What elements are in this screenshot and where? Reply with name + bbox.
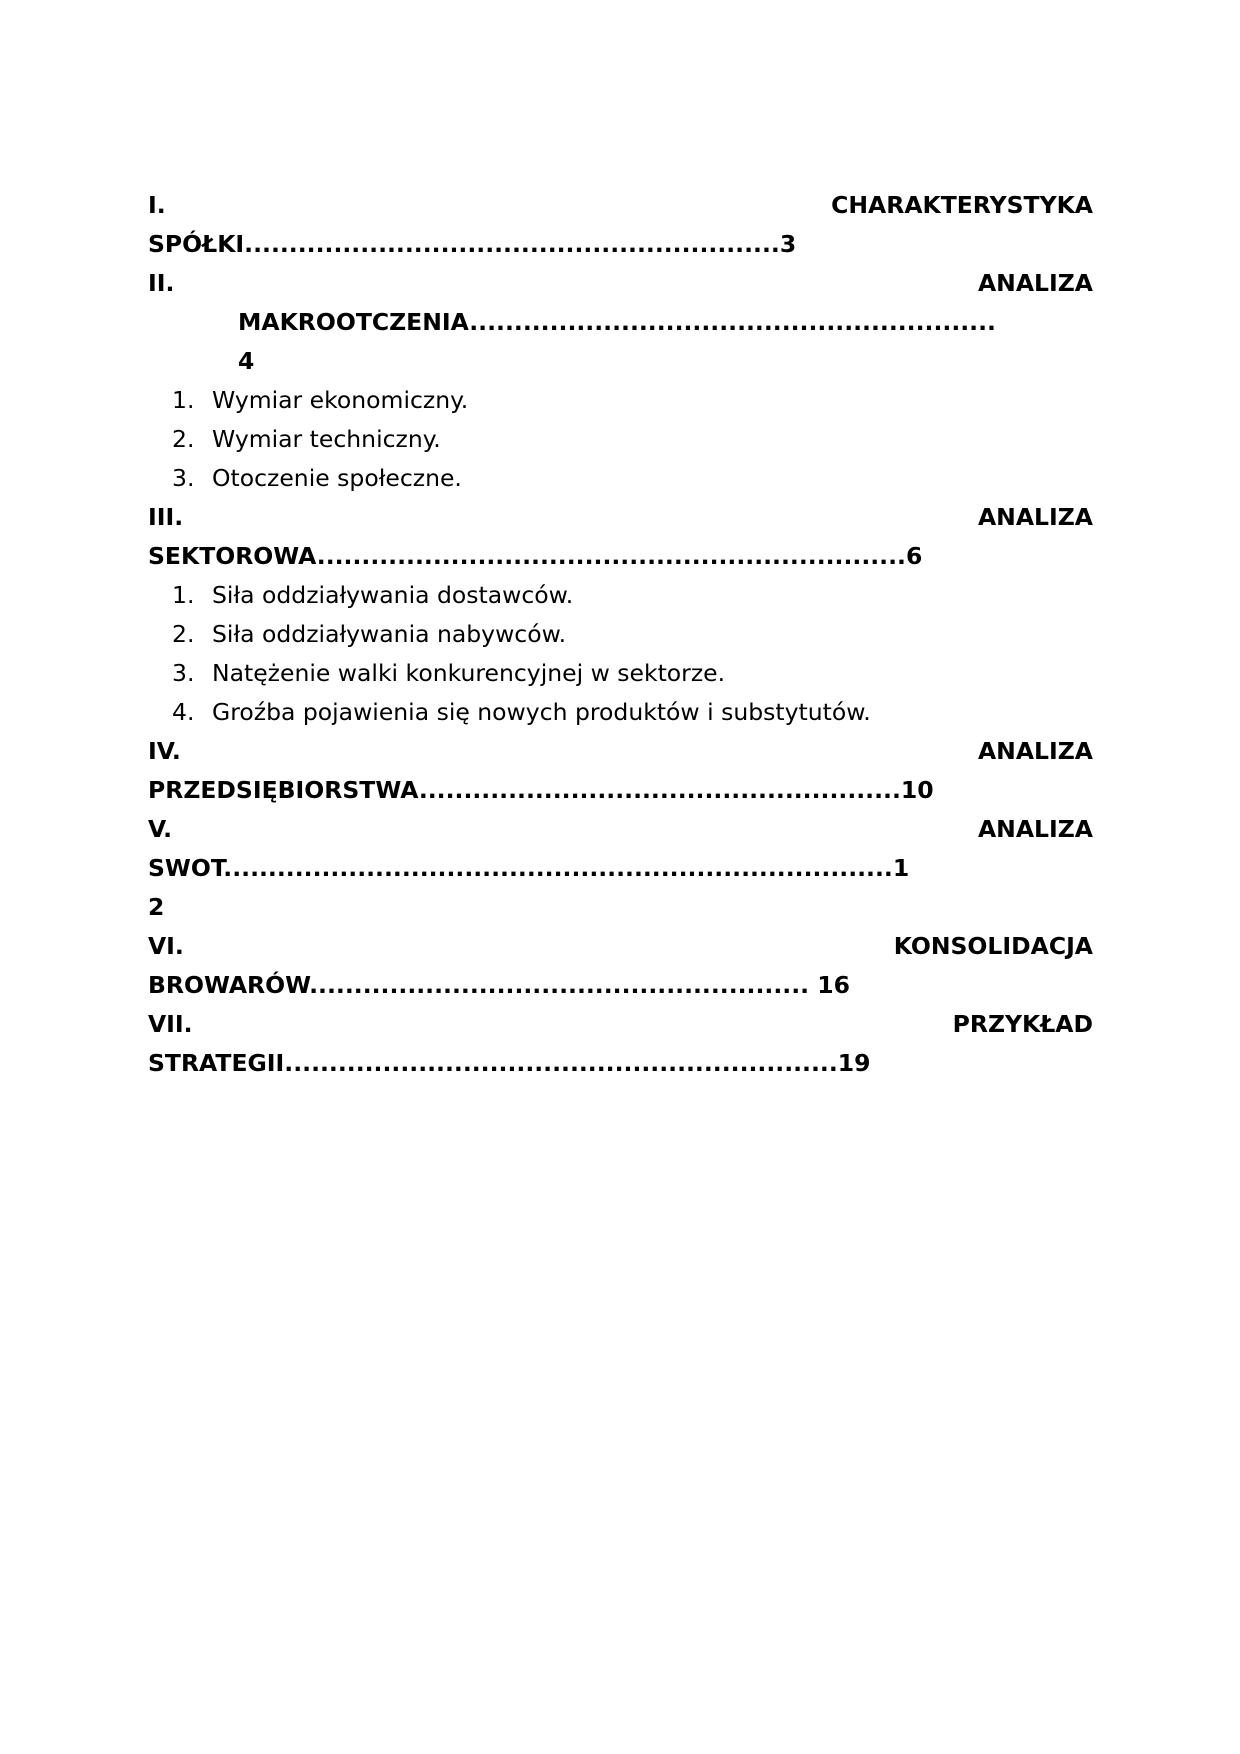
- toc-page-3: 6: [905, 542, 923, 570]
- toc-title-6: KONSOLIDACJA: [893, 932, 1093, 960]
- toc-title-1-cont: SPÓŁKI: [148, 230, 245, 258]
- toc-page-2-line: [238, 339, 1093, 383]
- toc-title-3: ANALIZA: [978, 503, 1093, 531]
- toc-numeral-1: I.: [148, 191, 166, 219]
- toc-page-4: 10: [900, 776, 934, 804]
- subitem-text: Natężenie walki konkurencyjnej w sektorze.: [212, 659, 726, 687]
- toc-entry-7: [148, 1041, 1093, 1085]
- toc-subitem: [172, 456, 1093, 500]
- toc-title-3-cont: SEKTOROWA: [148, 542, 317, 570]
- toc-numeral-4: IV.: [148, 737, 181, 765]
- toc-heading-6: [148, 924, 1093, 968]
- subitem-number: 1.: [172, 581, 195, 609]
- toc-heading-5: [148, 807, 1093, 851]
- toc-heading-7: [148, 1002, 1093, 1046]
- toc-numeral-6: VI.: [148, 932, 184, 960]
- toc-entry-3: [148, 534, 1093, 578]
- toc-subitem: [172, 417, 1093, 461]
- toc-page-1: 3: [779, 230, 797, 258]
- toc-heading-3: [148, 495, 1093, 539]
- toc-subitem: [172, 378, 1093, 422]
- toc-title-5-cont: SWOT: [148, 854, 224, 882]
- toc-page-5-line: [148, 885, 1093, 929]
- toc-subitem: [172, 651, 1093, 695]
- toc-heading-1: [148, 183, 1093, 227]
- toc-leader-6: ........................................................: [309, 971, 818, 999]
- toc-leader-1: ............................................................: [244, 230, 780, 258]
- subitem-number: 3.: [172, 659, 195, 687]
- subitem-number: 3.: [172, 464, 195, 492]
- toc-title-5: ANALIZA: [978, 815, 1093, 843]
- toc-entry-2: [238, 300, 1093, 344]
- toc-entry-1: [148, 222, 1093, 266]
- toc-page-2: 4: [238, 347, 255, 375]
- toc-page-5-part2: 2: [148, 893, 165, 921]
- toc-heading-2: [148, 261, 1093, 305]
- subitem-number: 2.: [172, 620, 195, 648]
- toc-entry-6: [148, 963, 1093, 1007]
- subitem-text: Wymiar techniczny.: [212, 425, 441, 453]
- toc-title-4: ANALIZA: [978, 737, 1093, 765]
- subitem-text: Groźba pojawienia się nowych produktów i substytutów.: [212, 698, 871, 726]
- toc-subitem: [172, 690, 1093, 734]
- toc-leader-4: ......................................................: [418, 776, 901, 804]
- toc-numeral-7: VII.: [148, 1010, 193, 1038]
- toc-subitem: [172, 612, 1093, 656]
- toc-title-2: ANALIZA: [978, 269, 1093, 297]
- toc-page-6: 16: [817, 971, 850, 999]
- toc-numeral-3: III.: [148, 503, 184, 531]
- toc-entry-4: [148, 768, 1093, 812]
- toc-leader-5: ...........................................................................: [223, 854, 893, 882]
- subitem-number: 4.: [172, 698, 195, 726]
- toc-leader-2: ...........................................................: [469, 308, 996, 336]
- toc-numeral-5: V.: [148, 815, 173, 843]
- toc-page-7: 19: [837, 1049, 871, 1077]
- subitem-number: 1.: [172, 386, 195, 414]
- toc-subitem: [172, 573, 1093, 617]
- toc-title-2-cont: MAKROOTCZENIA: [238, 308, 470, 336]
- toc-leader-7: ..............................................................: [284, 1049, 838, 1077]
- toc-heading-4: [148, 729, 1093, 773]
- subitem-text: Siła oddziaływania nabywców.: [212, 620, 567, 648]
- toc-title-4-cont: PRZEDSIĘBIORSTWA: [148, 776, 419, 804]
- toc-title-6-cont: BROWARÓW: [148, 971, 310, 999]
- subitem-text: Otoczenie społeczne.: [212, 464, 462, 492]
- toc-leader-3: ..................................................................: [316, 542, 906, 570]
- toc-numeral-2: II.: [148, 269, 175, 297]
- subitem-number: 2.: [172, 425, 195, 453]
- toc-title-7-cont: STRATEGII: [148, 1049, 285, 1077]
- toc-title-7: PRZYKŁAD: [952, 1010, 1093, 1038]
- toc-entry-5: [148, 846, 1093, 890]
- subitem-text: Siła oddziaływania dostawców.: [212, 581, 574, 609]
- subitem-text: Wymiar ekonomiczny.: [212, 386, 469, 414]
- toc-page-5-part1: 1: [892, 854, 910, 882]
- toc-title-1: CHARAKTERYSTYKA: [831, 191, 1093, 219]
